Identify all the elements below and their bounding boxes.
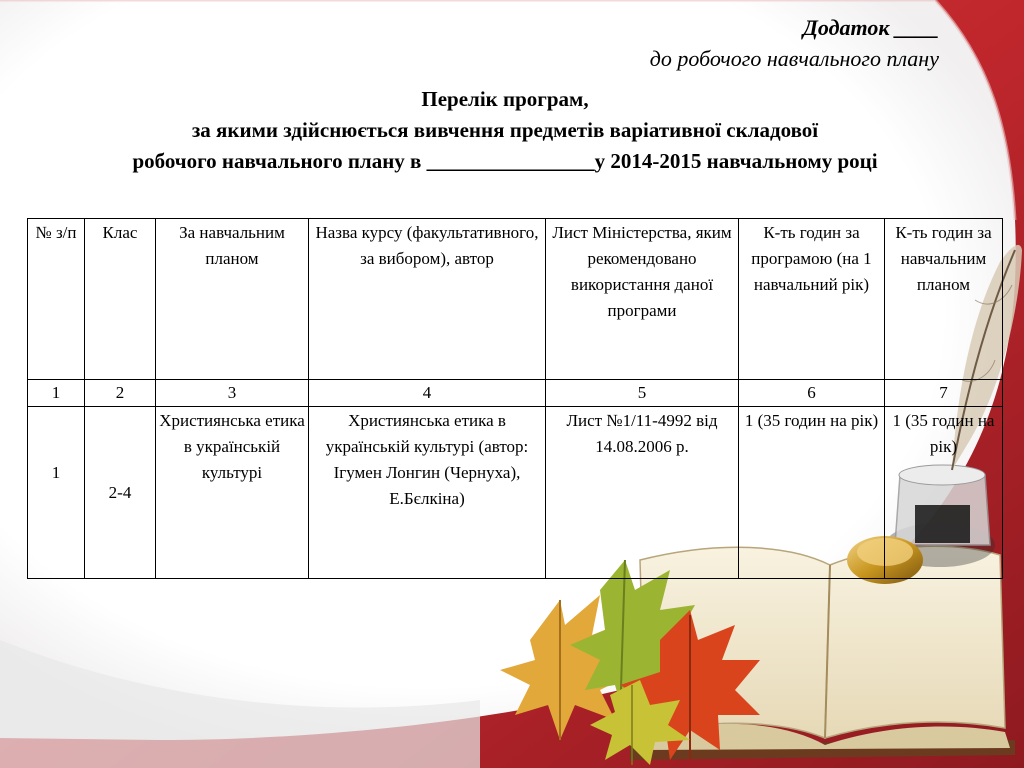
header-hours-plan: К-ть годин за навчальним планом (885, 219, 1003, 380)
header-course-name: Назва курсу (факультативного, за вибором), автор (309, 219, 546, 380)
header-number: № з/п (28, 219, 85, 380)
column-number: 5 (546, 380, 739, 407)
header-class: Клас (85, 219, 156, 380)
title-line-1: Перелік програм, (421, 87, 589, 111)
column-number: 1 (28, 380, 85, 407)
header-plan-subject: За навчальним планом (156, 219, 309, 380)
title-line-2: за якими здійснюється вивчення предметів варіативної складової (191, 118, 819, 142)
column-number-row (28, 380, 1003, 407)
document-title (20, 84, 990, 177)
column-number: 3 (156, 380, 309, 407)
addendum-title: Додаток ____ (802, 15, 939, 40)
cell-class: 2-4 (85, 407, 156, 579)
column-number: 6 (739, 380, 885, 407)
cell-hours-program: 1 (35 годин на рік) (739, 407, 885, 579)
table-row (28, 407, 1003, 579)
addendum-subtitle: до робочого навчального плану (649, 46, 939, 71)
title-line-3: робочого навчального плану в ________________у 2014-2015 навчальному році (132, 149, 878, 173)
cell-ministry-letter: Лист №1/11-4992 від 14.08.2006 р. (546, 407, 739, 579)
cell-number: 1 (28, 407, 85, 579)
cell-course-name: Християнська етика в українській культурі (автор: Ігумен Лонгин (Чернуха), Е.Бєлкіна) (309, 407, 546, 579)
table-header-row (28, 219, 1003, 380)
header-ministry-letter: Лист Міністерства, яким рекомендовано використання даної програми (546, 219, 739, 380)
cell-plan-subject: Християнська етика в українській культурі (156, 407, 309, 579)
column-number: 7 (885, 380, 1003, 407)
cell-hours-plan: 1 (35 годин на рік) (885, 407, 1003, 579)
column-number: 4 (309, 380, 546, 407)
column-number: 2 (85, 380, 156, 407)
header-hours-program: К-ть годин за програмою (на 1 навчальний рік) (739, 219, 885, 380)
addendum-header (539, 12, 939, 74)
programs-table (27, 218, 1003, 579)
